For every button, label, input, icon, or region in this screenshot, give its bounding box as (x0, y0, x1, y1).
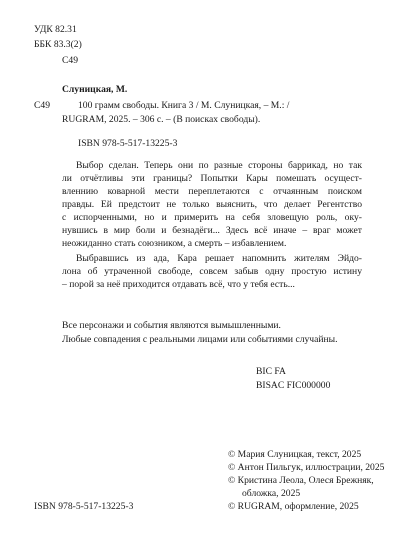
udk-code: УДК 82.31 (34, 24, 77, 35)
copyright-line: обложка, 2025 (242, 488, 301, 499)
annotation-line: Выбор сделан. Теперь они по разные стороны баррикад, но так (76, 160, 362, 171)
annotation-line: – порой за неё приходится отдавать всё, что у тебя есть... (62, 279, 295, 290)
record-author: Слуницкая, М. (62, 84, 128, 95)
annotation-line: лона об утраченной свободе, совсем забыв одну простую истину (62, 266, 362, 277)
bic-code: BIC FA (256, 366, 286, 377)
copyright-line: © Антон Пильгук, иллюстрации, 2025 (228, 462, 385, 473)
bbk-code: ББК 83.3(2) (34, 39, 82, 50)
annotation-line: вленнию коварной мести переплетаются с отчаянным поиском (62, 186, 362, 197)
copyright-line: © Мария Слуницкая, текст, 2025 (228, 449, 362, 460)
disclaimer-line-2: Любые совпадения с реальными лицами или событиями случайны. (62, 334, 338, 345)
annotation-line: Выбравшись из ада, Кара решает напомнить жителям Эйдо- (76, 253, 362, 264)
annotation-line: нувшись в мир боли и безнадёги... Здесь всё иначе – враг может (62, 225, 362, 236)
copyright-line: © Кристина Леола, Олеся Брежняк, (228, 475, 374, 486)
disclaimer-line-1: Все персонажи и события являются вымышленными. (62, 320, 281, 331)
record-mark: С49 (34, 100, 50, 111)
annotation-line: ли отчётливы эти границы? Попытки Кары помешать осущест- (62, 173, 362, 184)
annotation-line: с испорченными, но и примерить на себя зловещую роль, оку- (62, 212, 362, 223)
record-line-1: 100 грамм свободы. Книга 3 / М. Слуницкая, – М.: / (78, 100, 290, 111)
annotation-paragraph-2 (62, 252, 362, 291)
bottom-isbn: ISBN 978-5-517-13225-3 (34, 501, 134, 512)
record-line-2: RUGRAM, 2025. – 306 с. – (В поисках свободы). (62, 114, 261, 125)
bisac-code: BISAC FIC000000 (256, 380, 331, 391)
record-isbn: ISBN 978-5-517-13225-3 (78, 138, 178, 149)
annotation-line: неожиданно стать союзником, а смерть – избавлением. (62, 238, 287, 249)
annotation-line: правды. Ей предстоит не только выяснить, что делает Регентство (62, 199, 362, 210)
copyright-line: © RUGRAM, оформление, 2025 (228, 501, 359, 512)
annotation-paragraph-1 (62, 159, 362, 250)
author-mark: С49 (62, 55, 78, 66)
